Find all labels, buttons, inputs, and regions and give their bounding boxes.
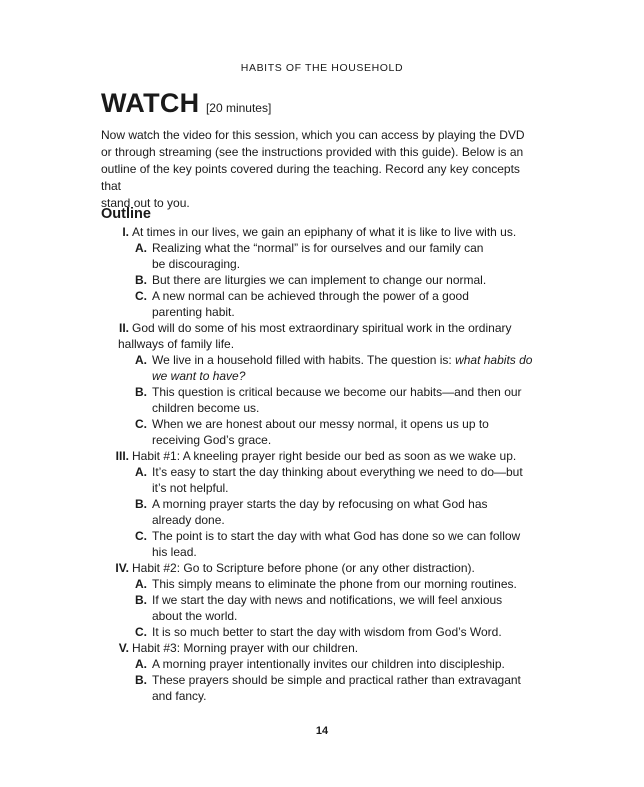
outline-subitem-continuation: parenting habit. <box>152 305 235 319</box>
outline-item-v <box>101 640 551 656</box>
outline-subitem <box>101 592 551 608</box>
outline-item-text: At times in our lives, we gain an epiphany of what it is like to live with us. <box>132 225 517 239</box>
outline-subitem-continuation: be discouraging. <box>152 257 241 271</box>
outline-heading: Outline <box>101 206 151 222</box>
outline-item-iii <box>101 448 551 464</box>
intro-line: outline of the key points covered during the teaching. Record any key concepts that <box>101 162 520 193</box>
outline-subitem <box>101 240 551 256</box>
outline-letter: A. <box>135 577 147 591</box>
intro-paragraph <box>101 127 541 212</box>
outline-letter: C. <box>135 529 147 543</box>
outline-subitem-text: When we are honest about our messy normal, it opens us up to <box>152 417 489 431</box>
outline-subitem-italic: what habits do <box>455 353 533 367</box>
outline-subitem <box>101 576 551 592</box>
outline-subitem <box>101 352 551 368</box>
outline-numeral: III. <box>115 449 129 463</box>
outline-subitem-text: These prayers should be simple and practical rather than extravagant <box>152 673 521 687</box>
outline-letter: B. <box>135 593 147 607</box>
outline-subitem <box>101 416 551 432</box>
outline-letter: C. <box>135 417 147 431</box>
intro-line: Now watch the video for this session, which you can access by playing the DVD <box>101 128 525 142</box>
outline-subitem-text: It is so much better to start the day with wisdom from God’s Word. <box>152 625 502 639</box>
outline-subitem-text: A morning prayer starts the day by refocusing on what God has <box>152 497 488 511</box>
outline-letter: B. <box>135 497 147 511</box>
outline-item-continuation: hallways of family life. <box>118 337 235 351</box>
outline-subitem-text: This question is critical because we become our habits—and then our <box>152 385 522 399</box>
outline-subitem <box>101 288 551 304</box>
outline-item-text: Habit #1: A kneeling prayer right beside our bed as soon as we wake up. <box>132 449 517 463</box>
intro-line: stand out to you. <box>101 196 190 210</box>
outline-subitem-continuation: and fancy. <box>152 689 207 703</box>
outline-item-ii <box>101 320 551 336</box>
outline-subitem-text: Realizing what the “normal” is for ourselves and our family can <box>152 241 484 255</box>
outline-subitem-continuation: it’s not helpful. <box>152 481 229 495</box>
outline-subitem-text: If we start the day with news and notifications, we will feel anxious <box>152 593 503 607</box>
outline-subitem <box>101 272 551 288</box>
outline-item-text: God will do some of his most extraordinary spiritual work in the ordinary <box>132 321 512 335</box>
outline-subitem-text: It’s easy to start the day thinking about everything we need to do—but <box>152 465 523 479</box>
outline-subitem <box>101 624 551 640</box>
outline-subitem-continuation: already done. <box>152 513 225 527</box>
outline-subitem <box>101 672 551 688</box>
outline-item-i <box>101 224 551 240</box>
outline-subitem-continuation: children become us. <box>152 401 260 415</box>
outline-subitem-text: A new normal can be achieved through the power of a good <box>152 289 469 303</box>
outline-subitem-continuation: his lead. <box>152 545 197 559</box>
outline-subitem <box>101 384 551 400</box>
outline-subitem-text: This simply means to eliminate the phone from our morning routines. <box>152 577 517 591</box>
outline-subitem-text: But there are liturgies we can implement to change our normal. <box>152 273 487 287</box>
outline-numeral: I. <box>122 225 129 239</box>
outline-numeral: II. <box>118 321 129 335</box>
outline-subitem <box>101 656 551 672</box>
outline-subitem <box>101 528 551 544</box>
section-title-row <box>101 88 271 119</box>
section-duration: [20 minutes] <box>205 101 272 115</box>
outline-subitem <box>101 496 551 512</box>
intro-line: or through streaming (see the instructions provided with this guide). Below is an <box>101 145 524 159</box>
outline-subitem-continuation: we want to have? <box>152 369 246 383</box>
outline-numeral: IV. <box>115 561 129 575</box>
outline-letter: B. <box>135 385 147 399</box>
section-title: WATCH <box>101 88 200 118</box>
outline-subitem-text: A morning prayer intentionally invites our children into discipleship. <box>152 657 505 671</box>
outline-numeral: V. <box>118 641 129 655</box>
outline-subitem-continuation: about the world. <box>152 609 238 623</box>
outline-letter: B. <box>135 673 147 687</box>
outline-subitem <box>101 464 551 480</box>
page-number: 14 <box>315 725 329 737</box>
outline-letter: A. <box>135 353 147 367</box>
outline-subitem-text: The point is to start the day with what God has done so we can follow <box>152 529 521 543</box>
outline-letter: C. <box>135 625 147 639</box>
running-head: HABITS OF THE HOUSEHOLD <box>240 62 404 74</box>
outline-letter: C. <box>135 289 147 303</box>
outline-letter: A. <box>135 241 147 255</box>
outline-letter: B. <box>135 273 147 287</box>
outline-item-text: Habit #3: Morning prayer with our children. <box>132 641 359 655</box>
outline-item-text: Habit #2: Go to Scripture before phone (or any other distraction). <box>132 561 475 575</box>
outline-letter: A. <box>135 657 147 671</box>
outline-list <box>101 224 551 704</box>
outline-item-iv <box>101 560 551 576</box>
outline-subitem-continuation: receiving God’s grace. <box>152 433 272 447</box>
outline-letter: A. <box>135 465 147 479</box>
outline-subitem-text: We live in a household filled with habits. The question is: <box>152 353 452 367</box>
